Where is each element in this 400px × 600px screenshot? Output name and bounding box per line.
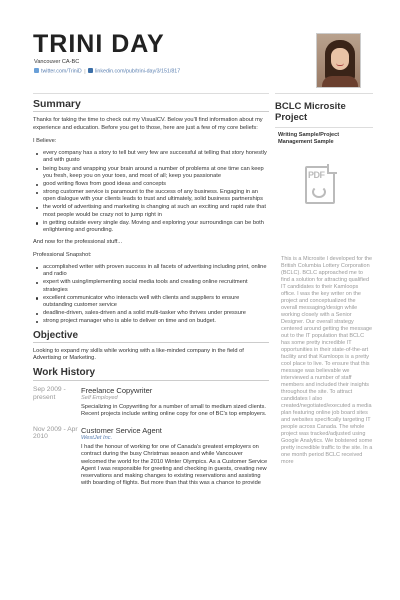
job-title: Freelance Copywriter [81, 385, 153, 395]
job-description: I had the honour of working for one of Canada's greatest employers on contract during the busy Christmas season and while Vancouver welcomed the world for the 2010 Winter Olympics. As a Customer Service Agent I was responsible for greeting and checking in guests, creating new reservations and making changes to existing reservations and assisting with boarding of flights. But more than that this was a chance to provide [81, 443, 268, 487]
header-divider [33, 93, 269, 94]
list-item: excellent communicator who interacts well with clients and suppliers to ensure outstanding customer service [33, 295, 269, 310]
list-item: strong customer service is paramount to the success of any business. Engaging in an open dialogue with your clients leads to trust and ultimately, solid business partnerships [33, 189, 269, 204]
beliefs-list [33, 150, 269, 234]
sidebar [275, 101, 373, 466]
summary-heading: Summary [33, 100, 269, 112]
location: Vancouver CA-BC [34, 59, 80, 65]
pdf-icon[interactable] [305, 166, 335, 204]
linkedin-link[interactable]: linkedin.com/pub/trini-day/3/151/817 [95, 68, 181, 75]
list-item: expert with using/implementing social media tools and creating online recruitment strategies [33, 279, 269, 294]
project-title: BCLC Microsite Project [275, 101, 373, 128]
list-item: being busy and wrapping your brain around a number of problems at one time can keep you fresh, keep you on your toes, and most of all; keep you passionate [33, 166, 269, 181]
contact-links [34, 68, 180, 75]
twitter-icon [34, 68, 39, 73]
summary-intro: Thanks for taking the time to check out my VisualCV. Below you'll find information about my experience and education. Before you get to those, here are just a few of my core beliefs: [33, 117, 263, 131]
profile-name: TRINI DAY [33, 30, 165, 58]
job-entry [33, 426, 269, 488]
job-entry [33, 386, 269, 419]
profile-photo [316, 33, 361, 88]
pdf-label: PDF [308, 170, 325, 180]
job-dates: Nov 2009 - Apr 2010 [33, 425, 78, 441]
contact-separator: | [84, 68, 86, 75]
objective-text: Looking to expand my skills while working with a like-minded company in the field of Advertising or Marketing. [33, 347, 244, 362]
project-subtitle: Writing Sample/Project Management Sample [278, 132, 340, 145]
job-description: Specializing in Copywriting for a number of small to medium sized clients. Recent projects include writing online copy for one of BC's top employers. [81, 404, 267, 418]
list-item: deadline-driven, sales-driven and a solid multi-tasker who thrives under pressure [33, 310, 269, 317]
job-dates: Sep 2009 - present [33, 385, 66, 401]
job-company: Self Employed [81, 394, 118, 401]
list-item: in getting outside every single day. Moving and exploring your surroundings can be both enlightening and grounding. [33, 220, 269, 235]
job-company-link[interactable]: WestJet Inc. [81, 434, 113, 441]
list-item: every company has a story to tell but very few are successful at telling that story honestly and with gusto [33, 150, 269, 165]
job-title: Customer Service Agent [81, 425, 162, 435]
believe-label: I Believe: [33, 137, 57, 144]
work-history-heading: Work History [33, 368, 269, 380]
objective-heading: Objective [33, 331, 269, 343]
sidebar-divider [275, 93, 373, 94]
snapshot-label: Professional Snapshot: [33, 251, 92, 258]
snapshot-list [33, 264, 269, 326]
project-description: This is a Microsite I developed for the British Columbia Lottery Corporation (BCLC). BCLC approached me to find a solution for attracting qualified IT candidates to their Kamloops office. I was the key writer on the project and conceptualized the overall messaging/design while working closely with a Senior Designer. Our overall strategy centered around getting the message out to the IT population that BCLC has some pretty incredible IT opportunities in their state-of-the-art facility and that Kamloops is a pretty cool place to live. To ensure that this message was believable we interviewed a number of staff members and included their insights throughout the site. To attract candidates I also created/negotiated/executed a media plan featuring online job board sites and websites specifically targeting IT people across Canada. The whole project was tracked/adjusted using Google Analytics. We bolstered some pretty incredible traffic to the site. In a one month period BCLC received more [281, 256, 373, 465]
list-item: good writing flows from good ideas and concepts [33, 181, 269, 188]
twitter-link[interactable]: twitter.com/TriniD [41, 68, 82, 75]
professional-intro: And now for the professional stuff... [33, 239, 123, 246]
main-column [33, 100, 269, 495]
list-item: strong project manager who is able to deliver on time and on budget. [33, 318, 269, 325]
list-item: accomplished writer with proven success in all facets of advertising including print, online and radio [33, 264, 269, 279]
list-item: the world of advertising and marketing is changing at such an exciting and rapid rate that most people would be crazy not to jump right in [33, 204, 269, 219]
linkedin-icon [88, 68, 93, 73]
